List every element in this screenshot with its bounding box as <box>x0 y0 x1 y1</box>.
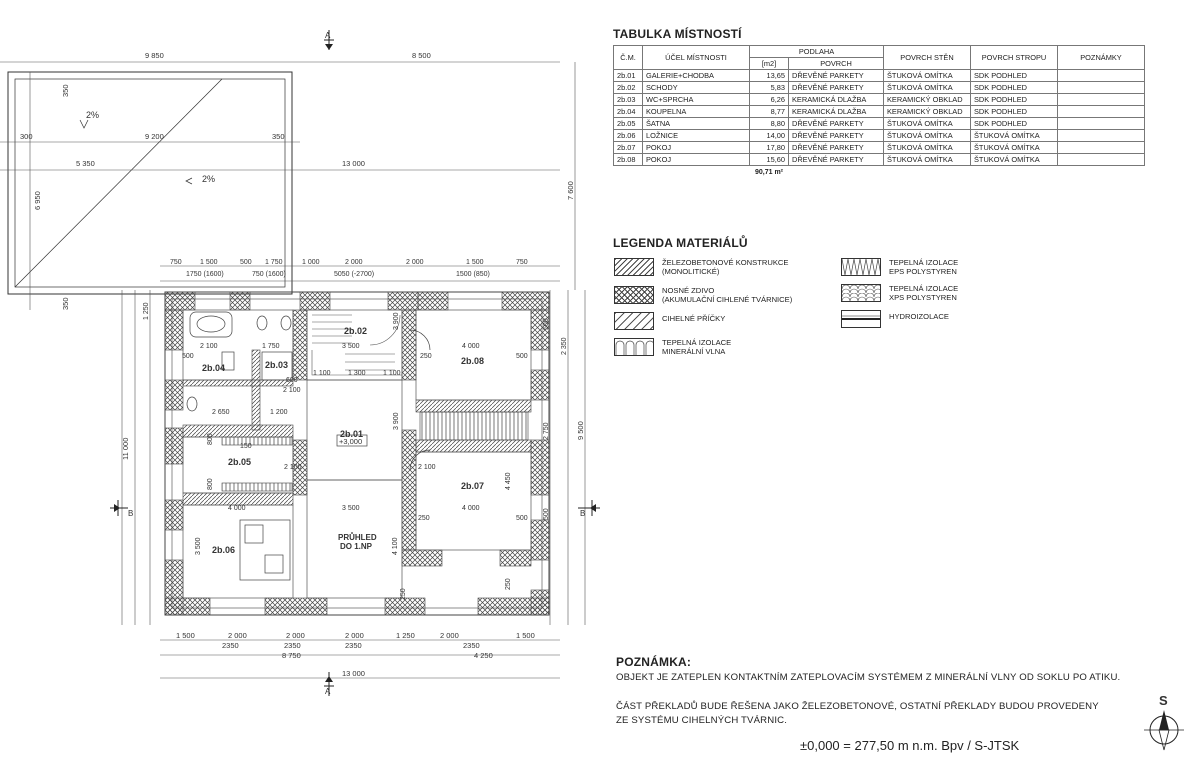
table-row <box>614 130 1145 142</box>
table-row <box>614 154 1145 166</box>
svg-text:750 (1600): 750 (1600) <box>252 271 286 278</box>
table-cell: ŠTUKOVÁ OMÍTKA <box>884 154 971 166</box>
table-cell: ŠTUKOVÁ OMÍTKA <box>971 154 1058 166</box>
legend-item-concrete: ŽELEZOBETONOVÉ KONSTRUKCE (MONOLITICKÉ) <box>614 258 788 276</box>
svg-text:1 000: 1 000 <box>302 259 320 266</box>
table-row <box>614 142 1145 154</box>
table-cell: 14,00 <box>750 130 789 142</box>
table-cell <box>1058 142 1145 154</box>
table-cell: 6,26 <box>750 94 789 106</box>
dim-left-c: 350 <box>61 297 70 310</box>
rooms-total: 90,71 m² <box>755 169 784 176</box>
svg-text:3 900: 3 900 <box>393 312 400 330</box>
legend-item-partitions: CIHELNÉ PŘÍČKY <box>614 312 725 330</box>
svg-text:600: 600 <box>286 377 298 384</box>
room-2b06: 2b.06 <box>212 545 236 555</box>
dim-right-b: 9 500 <box>576 421 585 440</box>
table-cell <box>1058 130 1145 142</box>
table-cell: ŠTUKOVÁ OMÍTKA <box>884 130 971 142</box>
svg-text:2 100: 2 100 <box>284 464 302 471</box>
table-cell: DŘEVĚNÉ PARKETY <box>789 154 884 166</box>
col-floor: PODLAHA <box>750 46 884 58</box>
section-b-label-right: B <box>580 509 586 518</box>
svg-text:750: 750 <box>516 259 528 266</box>
section-a-label-top: A <box>325 31 331 40</box>
dim-top-4b: 13 000 <box>342 159 365 168</box>
svg-text:3 900: 3 900 <box>393 412 400 430</box>
mineral-wool-swatch-icon <box>614 338 654 356</box>
table-cell: GALERIE+CHODBA <box>643 70 750 82</box>
svg-text:1750 (1600): 1750 (1600) <box>186 271 224 278</box>
svg-text:3 500: 3 500 <box>342 343 360 350</box>
table-cell: KERAMICKÝ OBKLAD <box>884 94 971 106</box>
svg-text:2350: 2350 <box>345 641 362 650</box>
dim-top-4a: 5 350 <box>76 159 95 168</box>
svg-text:500: 500 <box>240 259 252 266</box>
legend-item-masonry: NOSNÉ ZDIVO (AKUMULAČNÍ CIHLENÉ TVÁRNICE) <box>614 286 792 304</box>
col-surface: POVRCH <box>789 58 884 70</box>
table-cell: DŘEVĚNÉ PARKETY <box>789 70 884 82</box>
table-cell: SDK PODHLED <box>971 118 1058 130</box>
room-pruhled-sub: DO 1.NP <box>340 542 373 551</box>
col-area-unit: [m2] <box>750 58 789 70</box>
table-row <box>614 94 1145 106</box>
room-2b02: 2b.02 <box>344 326 368 336</box>
table-cell: ŠTUKOVÁ OMÍTKA <box>971 130 1058 142</box>
table-cell: SDK PODHLED <box>971 82 1058 94</box>
svg-text:1500 (850): 1500 (850) <box>456 271 490 278</box>
table-cell: 2b.02 <box>614 82 643 94</box>
table-cell: DŘEVĚNÉ PARKETY <box>789 118 884 130</box>
legend-item-eps: TEPELNÁ IZOLACE EPS POLYSTYREN <box>841 258 958 276</box>
svg-text:3 500: 3 500 <box>342 505 360 512</box>
legend-title: LEGENDA MATERIÁLŮ <box>613 236 748 250</box>
dim-top-3a: 300 <box>20 132 33 141</box>
room-2b05: 2b.05 <box>228 457 252 467</box>
section-b-marker-left <box>110 500 128 516</box>
table-cell: 2b.05 <box>614 118 643 130</box>
svg-text:2 750: 2 750 <box>543 422 550 440</box>
table-cell: 2b.04 <box>614 106 643 118</box>
hydro-swatch-icon <box>841 310 881 328</box>
svg-text:1 250: 1 250 <box>143 302 150 320</box>
svg-text:2 000: 2 000 <box>286 631 305 640</box>
svg-text:2 000: 2 000 <box>406 259 424 266</box>
rooms-table-title: TABULKA MÍSTNOSTÍ <box>613 27 742 41</box>
legend-item-hydro: HYDROIZOLACE <box>841 310 949 328</box>
room-pruhled: PRŮHLED <box>338 533 377 542</box>
svg-text:250: 250 <box>400 588 407 600</box>
floor-plan <box>165 292 549 615</box>
svg-text:1 750: 1 750 <box>265 259 283 266</box>
north-arrow-icon <box>1144 710 1184 750</box>
slope-label-1: 2% <box>86 110 100 120</box>
room-2b07: 2b.07 <box>461 481 485 491</box>
svg-text:2 650: 2 650 <box>212 409 230 416</box>
table-cell: KERAMICKÁ DLAŽBA <box>789 106 884 118</box>
table-cell: ŠTUKOVÁ OMÍTKA <box>884 142 971 154</box>
svg-text:3 500: 3 500 <box>195 537 202 555</box>
table-cell: KOUPELNA <box>643 106 750 118</box>
legend-item-xps: TEPELNÁ IZOLACE XPS POLYSTYREN <box>841 284 958 302</box>
table-cell: 2b.03 <box>614 94 643 106</box>
table-cell: POKOJ <box>643 154 750 166</box>
table-cell: SDK PODHLED <box>971 106 1058 118</box>
table-cell: SDK PODHLED <box>971 70 1058 82</box>
svg-text:1 500: 1 500 <box>516 631 535 640</box>
svg-text:800: 800 <box>207 478 214 490</box>
table-cell: POKOJ <box>643 142 750 154</box>
svg-text:250: 250 <box>505 578 512 590</box>
table-cell: 2b.07 <box>614 142 643 154</box>
svg-text:2350: 2350 <box>463 641 480 650</box>
dim-chain-b <box>186 271 490 278</box>
dim-left-b: 6 950 <box>33 191 42 210</box>
table-cell: KERAMICKÁ DLAŽBA <box>789 94 884 106</box>
svg-text:2 350: 2 350 <box>561 337 568 355</box>
svg-text:4 100: 4 100 <box>392 537 399 555</box>
dim-top-3c: 350 <box>272 132 285 141</box>
svg-text:5050 (-2700): 5050 (-2700) <box>334 271 375 278</box>
table-row <box>614 106 1145 118</box>
svg-text:2350: 2350 <box>222 641 239 650</box>
svg-text:2350: 2350 <box>284 641 301 650</box>
room-2b03: 2b.03 <box>265 360 289 370</box>
table-cell <box>1058 118 1145 130</box>
concrete-swatch-icon <box>614 258 654 276</box>
svg-text:500: 500 <box>543 318 550 330</box>
table-cell: ŠATNA <box>643 118 750 130</box>
xps-swatch-icon <box>841 284 881 302</box>
svg-text:1 200: 1 200 <box>270 409 288 416</box>
svg-text:1 500: 1 500 <box>466 259 484 266</box>
col-walls: POVRCH STĚN <box>884 46 971 70</box>
col-use: ÚČEL MÍSTNOSTI <box>643 46 750 70</box>
slope-label-2: 2% <box>202 174 216 184</box>
room-2b01-level: +3,000 <box>339 437 363 446</box>
svg-text:13 000: 13 000 <box>342 669 365 678</box>
svg-text:4 000: 4 000 <box>462 505 480 512</box>
table-cell: ŠTUKOVÁ OMÍTKA <box>884 118 971 130</box>
table-cell: SDK PODHLED <box>971 94 1058 106</box>
table-cell: SCHODY <box>643 82 750 94</box>
svg-text:1 100: 1 100 <box>383 370 401 377</box>
svg-text:4 450: 4 450 <box>505 472 512 490</box>
north-label: S <box>1159 693 1168 708</box>
table-cell <box>1058 70 1145 82</box>
dim-left-a: 350 <box>61 84 70 97</box>
svg-text:2 100: 2 100 <box>418 464 436 471</box>
svg-text:1 500: 1 500 <box>176 631 195 640</box>
col-cm: Č.M. <box>614 46 643 70</box>
dim-left-d: 11 000 <box>121 437 130 460</box>
table-cell: 5,83 <box>750 82 789 94</box>
svg-text:4 250: 4 250 <box>474 651 493 660</box>
svg-text:250: 250 <box>418 515 430 522</box>
note-line-2: ČÁST PŘEKLADŮ BUDE ŘEŠENA JAKO ŽELEZOBETONOVÉ, OSTATNÍ PŘEKLADY BUDOU PROVEDENY <box>616 701 1099 712</box>
svg-text:500: 500 <box>182 353 194 360</box>
dim-top-2: 8 500 <box>412 51 431 60</box>
table-cell: LOŽNICE <box>643 130 750 142</box>
dim-right-a: 7 600 <box>566 181 575 200</box>
svg-text:500: 500 <box>543 508 550 520</box>
note-line-1: OBJEKT JE ZATEPLEN KONTAKTNÍM ZATEPLOVACÍM SYSTÉMEM Z MINERÁLNÍ VLNY OD SOKLU PO ATIKU. <box>616 672 1121 683</box>
partition-swatch-icon <box>614 312 654 330</box>
bottom-dimensions <box>176 631 535 678</box>
legend-item-mineral-wool: TEPELNÁ IZOLACE MINERÁLNÍ VLNA <box>614 338 731 356</box>
dim-top-3b: 9 200 <box>145 132 164 141</box>
room-2b04: 2b.04 <box>202 363 226 373</box>
table-cell: 8,80 <box>750 118 789 130</box>
svg-text:1 500: 1 500 <box>200 259 218 266</box>
table-cell: 2b.06 <box>614 130 643 142</box>
svg-text:2 100: 2 100 <box>200 343 218 350</box>
table-cell <box>1058 106 1145 118</box>
table-cell: ŠTUKOVÁ OMÍTKA <box>884 70 971 82</box>
svg-text:4 000: 4 000 <box>228 505 246 512</box>
svg-text:750: 750 <box>170 259 182 266</box>
svg-text:2 000: 2 000 <box>228 631 247 640</box>
section-a-label-bottom: A <box>325 687 331 696</box>
table-cell: DŘEVĚNÉ PARKETY <box>789 142 884 154</box>
svg-text:1 750: 1 750 <box>262 343 280 350</box>
section-b-label-left: B <box>128 509 134 518</box>
svg-text:2 100: 2 100 <box>283 387 301 394</box>
svg-text:4 000: 4 000 <box>462 343 480 350</box>
table-row <box>614 82 1145 94</box>
svg-text:150: 150 <box>240 443 252 450</box>
svg-text:500: 500 <box>516 515 528 522</box>
table-cell: KERAMICKÝ OBKLAD <box>884 106 971 118</box>
table-cell: 15,60 <box>750 154 789 166</box>
svg-text:800: 800 <box>207 433 214 445</box>
note-title: POZNÁMKA: <box>616 655 692 669</box>
col-notes: POZNÁMKY <box>1058 46 1145 70</box>
svg-text:8 750: 8 750 <box>282 651 301 660</box>
table-cell: DŘEVĚNÉ PARKETY <box>789 130 884 142</box>
table-row <box>614 70 1145 82</box>
note-line-3: ZE SYSTÉMU CIHELNÝCH TVÁRNIC. <box>616 715 788 726</box>
dim-top-1: 9 850 <box>145 51 164 60</box>
table-cell: ŠTUKOVÁ OMÍTKA <box>971 142 1058 154</box>
svg-text:250: 250 <box>420 353 432 360</box>
table-cell: 2b.08 <box>614 154 643 166</box>
svg-text:2 000: 2 000 <box>440 631 459 640</box>
masonry-swatch-icon <box>614 286 654 304</box>
svg-text:500: 500 <box>516 353 528 360</box>
table-cell: 2b.01 <box>614 70 643 82</box>
eps-swatch-icon <box>841 258 881 276</box>
dim-chain-a <box>170 259 528 266</box>
rooms-table <box>613 45 1145 166</box>
table-cell: ŠTUKOVÁ OMÍTKA <box>884 82 971 94</box>
table-row <box>614 118 1145 130</box>
svg-text:1 250: 1 250 <box>396 631 415 640</box>
table-cell: WC+SPRCHA <box>643 94 750 106</box>
table-cell <box>1058 154 1145 166</box>
table-cell <box>1058 94 1145 106</box>
room-2b01: 2b.01 <box>340 429 364 439</box>
svg-text:2 000: 2 000 <box>345 631 364 640</box>
table-cell: DŘEVĚNÉ PARKETY <box>789 82 884 94</box>
col-ceiling: POVRCH STROPU <box>971 46 1058 70</box>
table-cell: 17,80 <box>750 142 789 154</box>
datum-reference: ±0,000 = 277,50 m n.m. Bpv / S-JTSK <box>800 738 1020 753</box>
svg-text:1 100: 1 100 <box>313 370 331 377</box>
room-2b08: 2b.08 <box>461 356 485 366</box>
table-cell: 8,77 <box>750 106 789 118</box>
table-cell <box>1058 82 1145 94</box>
svg-text:1 300: 1 300 <box>348 370 366 377</box>
table-cell: 13,65 <box>750 70 789 82</box>
svg-text:2 000: 2 000 <box>345 259 363 266</box>
